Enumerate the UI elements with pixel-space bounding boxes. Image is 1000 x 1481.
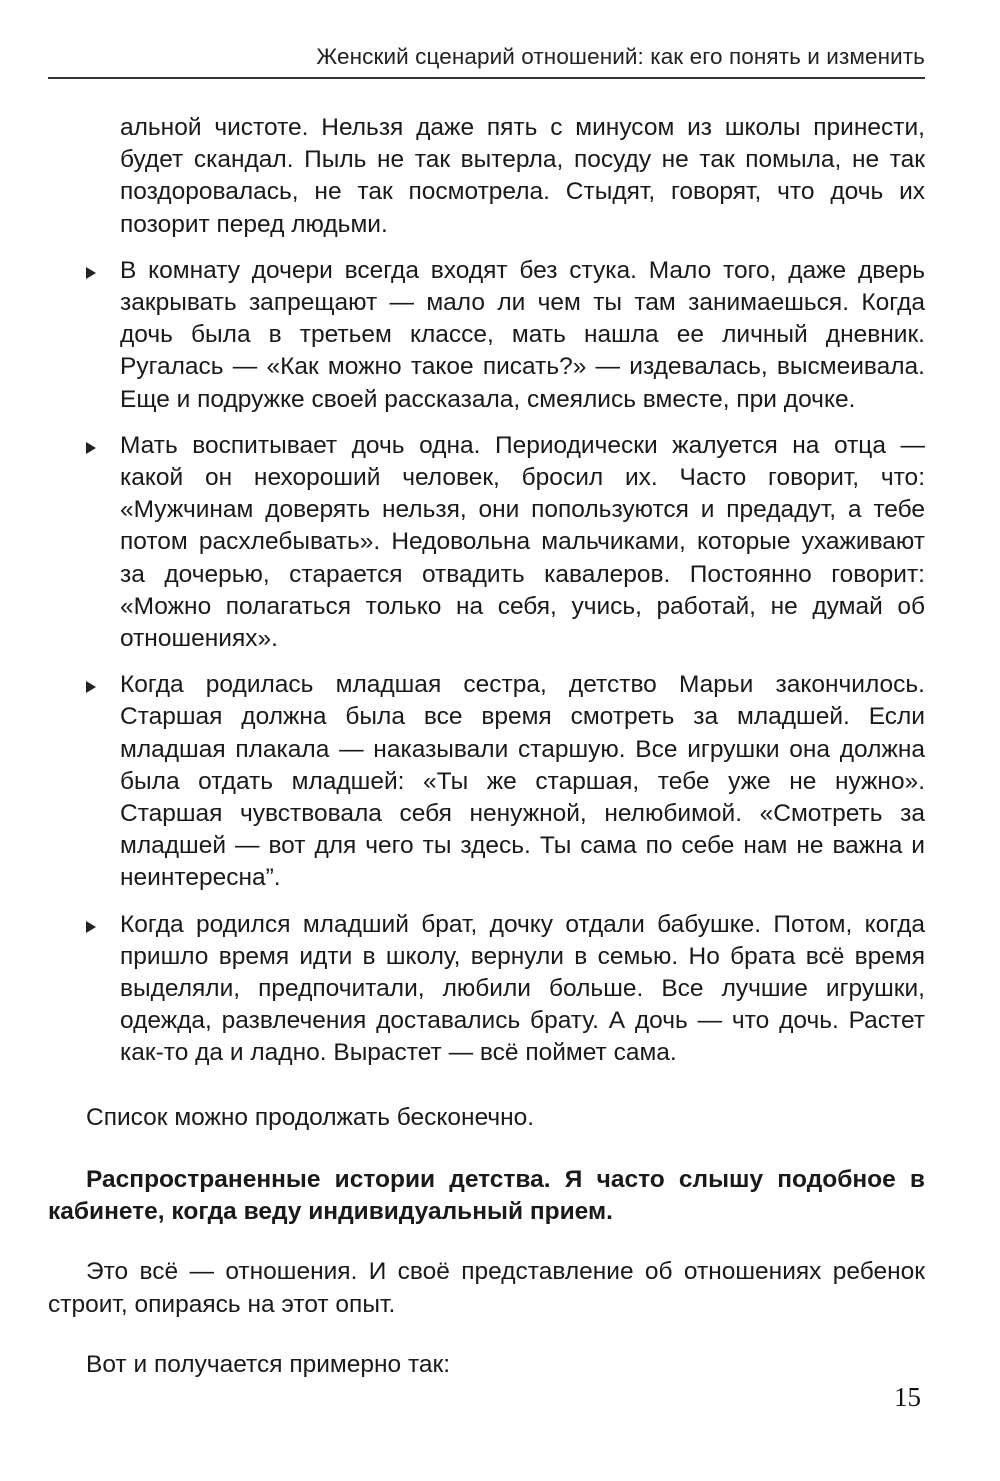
- list-end-paragraph: Список можно продолжать бесконечно.: [86, 1103, 535, 1131]
- list-item-text: Когда родился младший брат, дочку отдали бабушке. Потом, когда пришло время идти в школу, вернули в семью. Но брата всё время выделяли, предпочитали, любили больше. Все лучшие игрушки, одежда, развлечения доставались брату. А дочь — что дочь. Растет как-то да и ладно. Вырастет — всё поймет сама.: [120, 910, 925, 1067]
- triangle-bullet-icon: [86, 681, 96, 693]
- triangle-bullet-icon: [86, 921, 96, 933]
- triangle-bullet-icon: [86, 267, 96, 279]
- page-body: [48, 112, 925, 1381]
- header-divider: [48, 77, 925, 79]
- running-header-title: Женский сценарий отношений: как его понять и изменить: [316, 44, 925, 69]
- page-number: 15: [894, 1382, 921, 1412]
- list-item: [48, 909, 925, 1070]
- list-item-text: В комнату дочери всегда входят без стука. Мало того, даже дверь закрывать запрещают — мало ли чем ты там занимаешься. Когда дочь была в третьем классе, мать нашла ее личный дневник. Ругалась — «Как можно такое писать?» — издевалась, высмеивала. Еще и подружке своей рассказала, смеялись вместе, при дочке.: [120, 256, 925, 413]
- bold-statement-paragraph: Распространенные истории детства. Я часто слышу подобное в кабинете, когда веду индивидуальный прием.: [48, 1165, 925, 1226]
- result-paragraph: Вот и получается примерно так:: [86, 1350, 451, 1378]
- list-item: [48, 669, 925, 894]
- relations-paragraph: Это всё — отношения. И своё представление об отношениях ребенок строит, опираясь на этот опыт.: [48, 1258, 925, 1318]
- list-item: [48, 255, 925, 416]
- list-item-text: Мать воспитывает дочь одна. Периодически жалуется на отца — какой он нехороший человек, бросил их. Часто говорит, что: «Мужчинам доверять нельзя, они попользуются и предадут, а тебе потом расхлебывать». Недовольна мальчиками, которые ухаживают за дочерью, старается отвадить кавалеров. Постоянно говорит: «Можно полагаться только на себя, учись, работай, не думай об отношениях».: [120, 431, 925, 653]
- triangle-bullet-icon: [86, 442, 96, 454]
- continuation-paragraph: альной чистоте. Нельзя даже пять с минусом из школы принести, будет скандал. Пыль не так вытерла, посуду не так помыла, не так поздоровалась, не так посмотрела. Стыдят, говорят, что дочь их позорит перед людьми.: [120, 114, 925, 238]
- list-item-text: Когда родилась младшая сестра, детство Марьи закончилось. Старшая должна была все время смотреть за младшей. Если младшая плакала — наказывали старшую. Все игрушки она должна была отдать младшей: «Ты же старшая, тебе уже не нужно». Старшая чувствовала себя ненужной, нелюбимой. «Смотреть за младшей — вот для чего ты здесь. Ты сама по себе нам не важна и неинтересна”.: [120, 671, 925, 892]
- list-item: [48, 430, 925, 655]
